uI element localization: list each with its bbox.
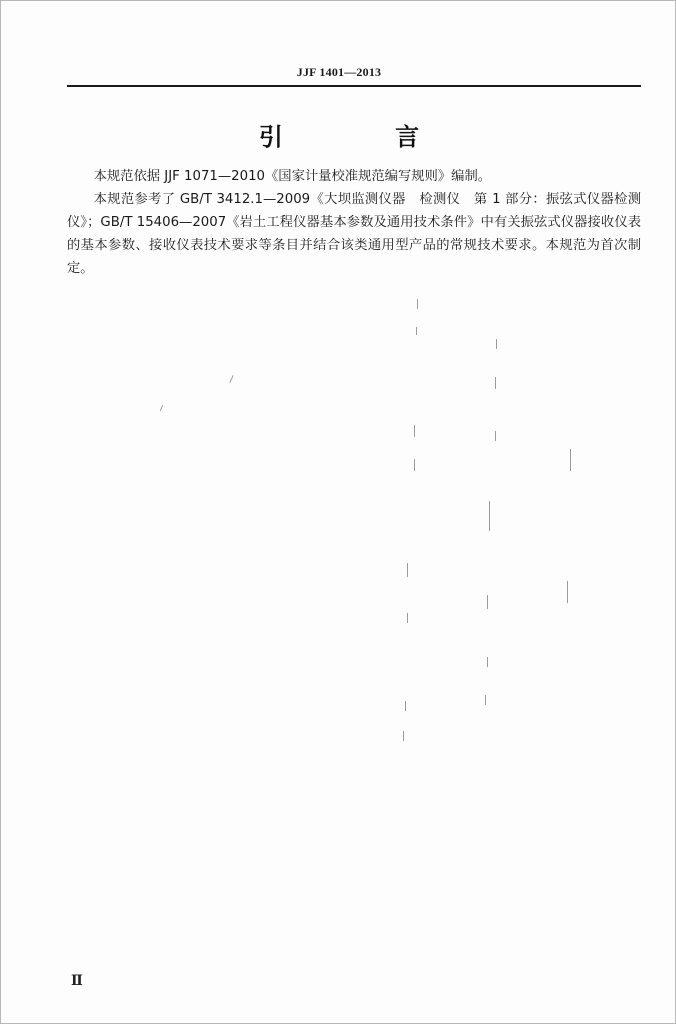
standard-code-header: JJF 1401—2013 [296, 65, 382, 79]
scan-artifact [487, 657, 488, 667]
header-rule [67, 85, 641, 87]
scan-artifact [487, 595, 488, 609]
scan-artifact [495, 431, 496, 441]
scan-artifact [160, 405, 163, 411]
page-number: Ⅱ [71, 974, 83, 989]
paragraph-1: 本规范依据 JJF 1071—2010《国家计量校准规范编写规则》编制。 [93, 169, 492, 184]
paragraph-2: 本规范参考了 GB/T 3412.1—2009《大坝监测仪器 检测仪 第 1 部分：振弦式仪器检测仪》；GB/T 15406—2007《岩土工程仪器基本参数及通用技术条件》中有关振弦式仪器接收仪表的基本参数、接收仪表技术要求等条目并结合该类通用型产品的常规技术要求。本规范为首次制定。 [67, 192, 641, 276]
scan-artifact [407, 563, 408, 577]
introduction-body [67, 165, 641, 280]
scan-artifact [496, 339, 497, 349]
scan-artifact [414, 425, 415, 437]
scan-artifact [567, 581, 568, 603]
scan-artifact [570, 449, 571, 471]
scan-artifact [417, 299, 418, 309]
scan-artifact [489, 501, 490, 531]
scan-artifact [485, 695, 486, 705]
scan-artifact [495, 377, 496, 389]
scan-artifact [414, 459, 415, 471]
scan-artifact [416, 327, 417, 335]
scan-artifact [403, 731, 404, 741]
scan-artifact [405, 701, 406, 711]
page-title: 引 言 [258, 123, 472, 151]
scan-artifact [229, 375, 233, 383]
scan-artifact [407, 613, 408, 623]
